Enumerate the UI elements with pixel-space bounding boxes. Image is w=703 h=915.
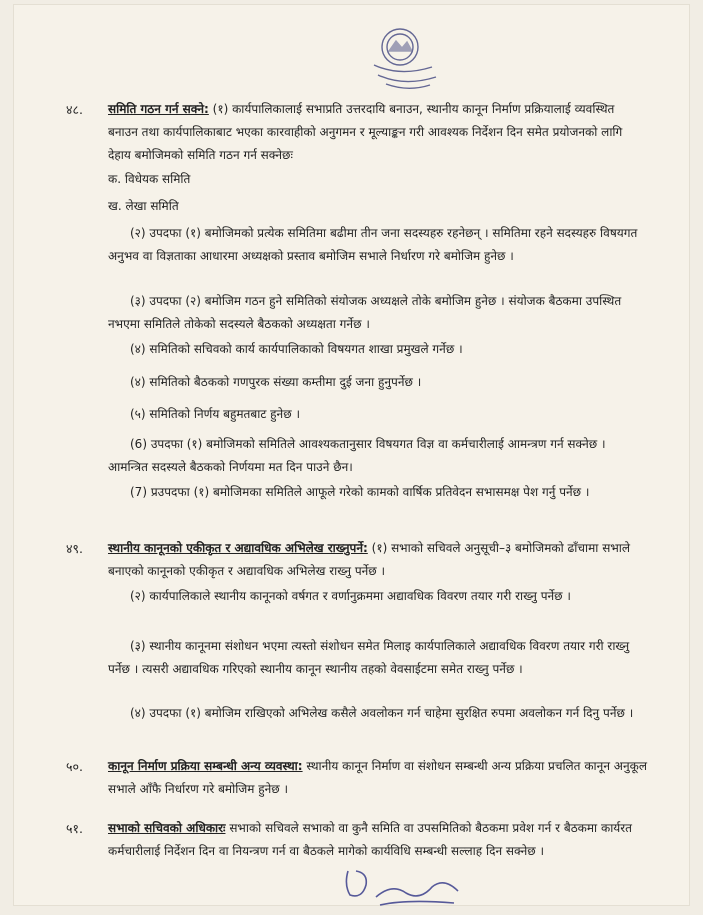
section-48-sub-5: (५) समितिको निर्णय बहुमतबाट हुनेछ । bbox=[130, 407, 300, 421]
section-48-sub-6-text: (6) उपदफा (१) बमोजिमको समितिले आवश्यकतानुसार विषयगत विज्ञ वा कर्मचारीलाई आमन्त्रण गर्न सक्नेछ । आमन्त्रित सदस्यले बैठकको निर्णयमा मत दिन पाउने छैन। bbox=[108, 437, 606, 474]
section-49-intro bbox=[108, 537, 648, 583]
section-49-sub-2 bbox=[108, 585, 648, 608]
section-51-heading: सभाको सचिवको अधिकारः bbox=[108, 821, 226, 835]
document-page bbox=[14, 5, 689, 905]
section-51-text: सभाको सचिवले सभाको वा कुनै समिति वा उपसमितिको बैठकमा प्रवेश गर्न र बैठकमा कार्यरत कर्मचारीलाई निर्देशन दिन वा नियन्त्रण गर्न वा बैठकले मागेको कार्यविधि सम्बन्धी सल्लाह दिन सक्नेछ । bbox=[108, 821, 633, 858]
section-49-heading: स्थानीय कानूनको एकीकृत र अद्यावधिक अभिलेख राख्नुपर्ने: bbox=[108, 541, 368, 555]
section-50-text: स्थानीय कानून निर्माण वा संशोधन सम्बन्धी अन्य प्रक्रिया प्रचलित कानून अनुकूल सभाले आँफै निर्धारण गरे बमोजिम हुनेछ । bbox=[108, 759, 647, 796]
section-48-intro-text: (१) कार्यपालिकालाई सभाप्रति उत्तरदायि बनाउन, स्थानीय कानून निर्माण प्रक्रियालाई व्यवस्थित बनाउन तथा कार्यपालिकाबाट भएका कारवाहीको अनुगमन र मूल्याङ्कन गरी आवश्यक निर्देशन दिन समेत प्रयोजनको लागि देहाय बमोजिमको समिति गठन गर्न सक्नेछः bbox=[108, 102, 623, 162]
section-50-body bbox=[108, 755, 648, 801]
section-51-body bbox=[108, 817, 648, 863]
section-49-sub-4 bbox=[108, 702, 648, 725]
signature-stamp-icon bbox=[336, 861, 466, 909]
section-49-sub-4-text: (४) उपदफा (१) बमोजिम राखिएको अभिलेख कसैले अवलोकन गर्न चाहेमा सुरक्षित रुपमा अवलोकन गर्न दिनु पर्नेछ । bbox=[130, 706, 634, 720]
section-48-sub-7-text: (7) प्रउपदफा (१) बमोजिमका समितिले आफूले गरेको कामको वार्षिक प्रतिवेदन सभासमक्ष पेश गर्नु पर्नेछ । bbox=[130, 485, 590, 499]
section-49-sub-2-text: (२) कार्यपालिकाले स्थानीय कानूनको वर्षगत र वर्णानुक्रममा अद्यावधिक विवरण तयार गरी राख्नु पर्नेछ । bbox=[130, 589, 571, 603]
section-49-sub-3-text: (३) स्थानीय कानूनमा संशोधन भएमा त्यस्तो संशोधन समेत मिलाइ कार्यपालिकाले अद्यावधिक विवरण तयार गरी राख्नु पर्नेछ । त्यसरी अद्यावधिक गरिएको स्थानीय कानून स्थानीय तहको वेवसाईटमा समेत राख्नु पर्नेछ । bbox=[108, 639, 630, 676]
section-48-sub-3 bbox=[108, 290, 648, 336]
section-50-number: ५०. bbox=[66, 759, 83, 774]
section-48-sub-4b: (४) समितिको बैठकको गणपुरक संख्या कम्तीमा दुई जना हुनुपर्नेछ । bbox=[130, 375, 422, 389]
section-48-sub-2-text: (२) उपदफा (१) बमोजिमको प्रत्येक समितिमा बढीमा तीन जना सदस्यहरु रहनेछन् । समितिमा रहने सदस्यहरु विषयगत अनुभव वा विज्ञताका आधारमा अध्यक्षको प्रस्ताव बमोजिम सभाले निर्धारण गरे बमोजिम हुनेछ । bbox=[108, 226, 638, 263]
section-48-heading: समिति गठन गर्न सक्ने: bbox=[108, 102, 209, 116]
section-48-sub-6 bbox=[108, 433, 648, 479]
section-49-intro-text: (१) सभाको सचिवले अनुसूची–३ बमोजिमको ढाँचामा सभाले बनाएको कानूनको एकीकृत र अद्यावधिक अभिलेख राख्नु पर्नेछ । bbox=[108, 541, 630, 578]
municipality-seal-icon bbox=[356, 17, 452, 95]
section-48-intro bbox=[108, 98, 648, 167]
section-49-sub-3 bbox=[108, 635, 648, 681]
section-48-number: ४८. bbox=[66, 102, 83, 117]
section-50-heading: कानून निर्माण प्रक्रिया सम्बन्धी अन्य व्यवस्था: bbox=[108, 759, 303, 773]
section-48-sub-7 bbox=[108, 481, 648, 504]
section-48-sub-4: (४) समितिको सचिवको कार्य कार्यपालिकाको विषयगत शाखा प्रमुखले गर्नेछ । bbox=[130, 342, 463, 356]
section-49-number: ४९. bbox=[66, 541, 83, 556]
section-51-number: ५१. bbox=[66, 821, 83, 836]
section-48-sub-2 bbox=[108, 222, 648, 268]
section-48-sub-3-text: (३) उपदफा (२) बमोजिम गठन हुने समितिको संयोजक अध्यक्षले तोके बमोजिम हुनेछ । संयोजक बैठकमा उपस्थित नभएमा समितिले तोकेको सदस्यले बैठकको अध्यक्षता गर्नेछ । bbox=[108, 294, 622, 331]
section-48-item-b: ख. लेखा समिति bbox=[108, 199, 179, 213]
section-48-item-a: क. विधेयक समिति bbox=[108, 172, 191, 186]
